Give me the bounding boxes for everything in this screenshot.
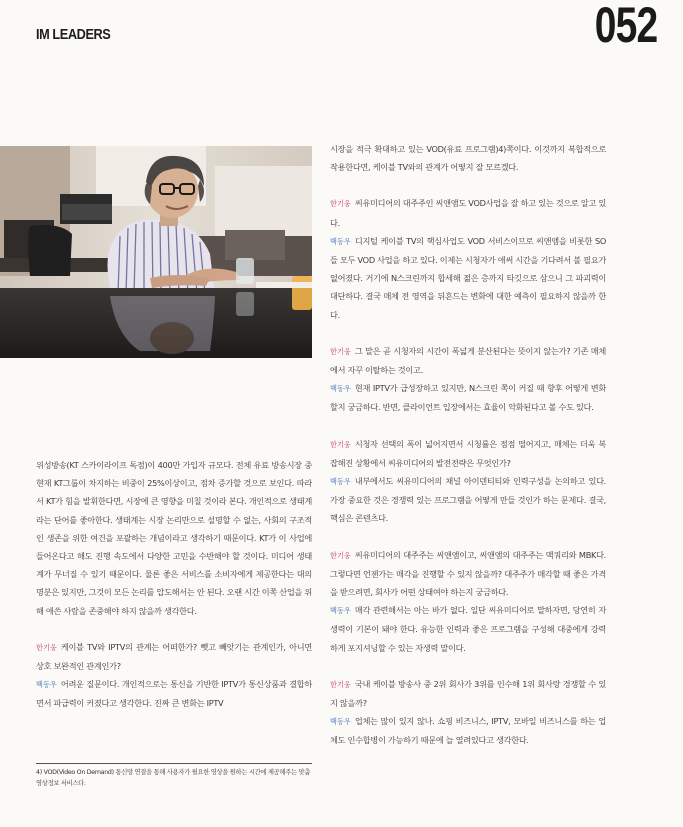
paragraph-text: 디지털 케이블 TV의 핵심사업도 VOD 서비스이므로 씨앤앰을 비롯한 SO들 모두 VOD 사업을 하고 있다. 이제는 시청자가 애써 시간을 기다려서 볼 필요가 없어졌다. 거기에 N스크린까지 합세해 젊은 층까지 타깃으로 삼으니 그 파괴력이 대단하다. 결국 매체 전 영역을 뒤흔드는 변화에 대한 예측이 필요하지 않을까 한다. <box>330 235 606 320</box>
paragraph-text: 그 말은 곧 시청자의 시간이 폭넓게 분산된다는 뜻이지 않는가? 기존 매체에서 자꾸 이탈하는 것이고. <box>330 345 606 376</box>
interviewee-answer <box>330 379 606 416</box>
paragraph-gap <box>330 528 606 546</box>
footnote: 4) VOD(Video On Demand) 통신망 연결을 통해 사용자가 필요한 영상을 원하는 시간에 제공해주는 맞춤영상정보 서비스다. <box>36 769 311 787</box>
paragraph-text: 시청자 선택의 폭이 넓어지면서 시청률은 점점 떨어지고, 매체는 더욱 복잡해진 상황에서 씨유미디어의 발전전략은 무엇인가? <box>330 438 606 468</box>
paragraph-text: 매각 관련해서는 아는 바가 없다. 일단 씨유미디어로 말하자면, 당연히 자생력이 기본이 돼야 한다. 유능한 인력과 좋은 프로그램을 구성해 대중에게 강력하게 포지셔닝할 수 있는 자생력 말이다. <box>330 605 606 653</box>
interviewer-question <box>330 435 606 472</box>
section-label: IM LEADERS <box>36 26 111 43</box>
interviewer-question <box>330 675 606 712</box>
interviewer-question <box>36 638 312 675</box>
paragraph-text: 시장을 적극 확대하고 있는 VOD(유료 프로그램)4)쪽이다. 이것까지 복합적으로 작용한다면, 케이블 TV와의 관계가 어떻지 잘 모르겠다. <box>330 144 606 173</box>
speaker-name: 한기웅 <box>330 679 351 689</box>
paragraph-text: 씨유미디어의 대주주인 씨앤앰도 VOD사업을 잘 하고 있는 것으로 알고 있다. <box>330 198 606 228</box>
paragraph-gap <box>330 324 606 342</box>
speaker-name: 백동우 <box>36 680 57 690</box>
paragraph-text: 위성방송(KT 스카이라이프 독점)이 400만 가입자 규모다. 전체 유료 방송시장 중 현재 KT그룹이 차지하는 비중이 25%이상이고, 점차 증가할 것으로 보인다. 따라서 KT가 힘을 발휘한다면, 시장에 큰 영향을 미칠 것이라 본다. 개인적으로 생태계라는 단어를 좋아한다. 생태계는 시장 논리만으로 설명할 수 없는, 사회의 구조적인 생존을 위한 여건을 포괄하는 개념이라고 생각하기 때문이다. KT가 이 사업에 들어온다고 해도 진행 속도에서 다양한 고민을 수반해야 할 것이다. 미디어 생태계가 무너질 수 있기 때문이다. 물론 좋은 서비스를 소비자에게 제공한다는 대의명분은 있지만, 그것이 모든 논리를 압도해서는 안 된다. 오랜 시간 이쪽 산업을 위해 애쓴 사람을 존중해야 하지 않을까 생각한다. <box>36 460 312 616</box>
paragraph-gap <box>330 176 606 194</box>
paragraph-gap <box>330 417 606 435</box>
interviewee-answer <box>330 601 606 657</box>
paragraph-text: 어려운 질문이다. 개인적으로는 통신을 기반한 IPTV가 통신상품과 결합하면서 파급력이 커졌다고 생각한다. 진짜 큰 변화는 IPTV <box>36 679 312 709</box>
page-number: 052 <box>594 0 657 53</box>
footnote-divider <box>36 763 312 764</box>
interviewer-question <box>330 194 606 231</box>
left-column <box>36 456 312 713</box>
speaker-name: 백동우 <box>330 717 351 727</box>
paragraph-text: 현재 IPTV가 급성장하고 있지만, N스크린 쪽이 커질 때 향후 어떻게 변화할지 궁금하다. 반면, 클라이언트 입장에서는 효율이 악화된다고 볼 수도 있다. <box>330 383 606 413</box>
speaker-name: 백동우 <box>330 236 351 246</box>
paragraph-text: 케이블 TV와 IPTV의 관계는 어떠한가? 뺏고 빼앗기는 관계인가, 아니면 상호 보완적인 관계인가? <box>36 641 312 672</box>
speaker-name: 한기웅 <box>330 346 351 356</box>
paragraph-gap <box>36 620 312 638</box>
body-paragraph <box>36 456 312 620</box>
speaker-name: 한기웅 <box>36 642 57 652</box>
speaker-name: 한기웅 <box>330 550 351 560</box>
paragraph-text: 업체는 많이 있지 않나. 쇼핑 비즈니스, IPTV, 모바일 비즈니스를 하는 업체도 인수합병이 가능하기 때문에 늘 열려있다고 생각한다. <box>330 716 606 746</box>
speaker-name: 백동우 <box>330 477 351 487</box>
speaker-name: 한기웅 <box>330 199 351 209</box>
interviewee-answer <box>36 675 312 712</box>
interviewee-answer <box>330 472 606 528</box>
paragraph-text: 국내 케이블 방송사 중 2위 회사가 3위를 인수해 1위 회사랑 경쟁할 수 있지 않을까? <box>330 678 606 709</box>
right-column <box>330 140 606 750</box>
interview-photo <box>0 146 312 358</box>
speaker-name: 백동우 <box>330 384 351 394</box>
paragraph-text: 씨유미디어의 대주주는 씨앤앰이고, 씨앤앰의 대주주는 맥쿼리와 MBK다. 그렇다면 언젠가는 매각을 진행할 수 있지 않을까? 대주주가 매각할 때 좋은 가격을 받으려면, 회사가 어떤 상태여야 하는지 궁금하다. <box>330 549 606 598</box>
photo-interview-portrait-icon <box>0 146 312 358</box>
speaker-name: 한기웅 <box>330 439 351 449</box>
paragraph-text: 내부에서도 씨유미디어의 채널 아이덴티티와 인력구성을 논의하고 있다. 가장 중요한 것은 경쟁력 있는 프로그램을 어떻게 만들 것인가 하는 문제다. 결국, 핵심은 콘텐츠다. <box>330 476 606 524</box>
paragraph-gap <box>330 657 606 675</box>
interviewer-question <box>330 342 606 379</box>
body-paragraph <box>330 140 606 176</box>
speaker-name: 백동우 <box>330 606 351 616</box>
interviewee-answer <box>330 232 606 324</box>
interviewer-question <box>330 546 606 602</box>
interviewee-answer <box>330 712 606 749</box>
